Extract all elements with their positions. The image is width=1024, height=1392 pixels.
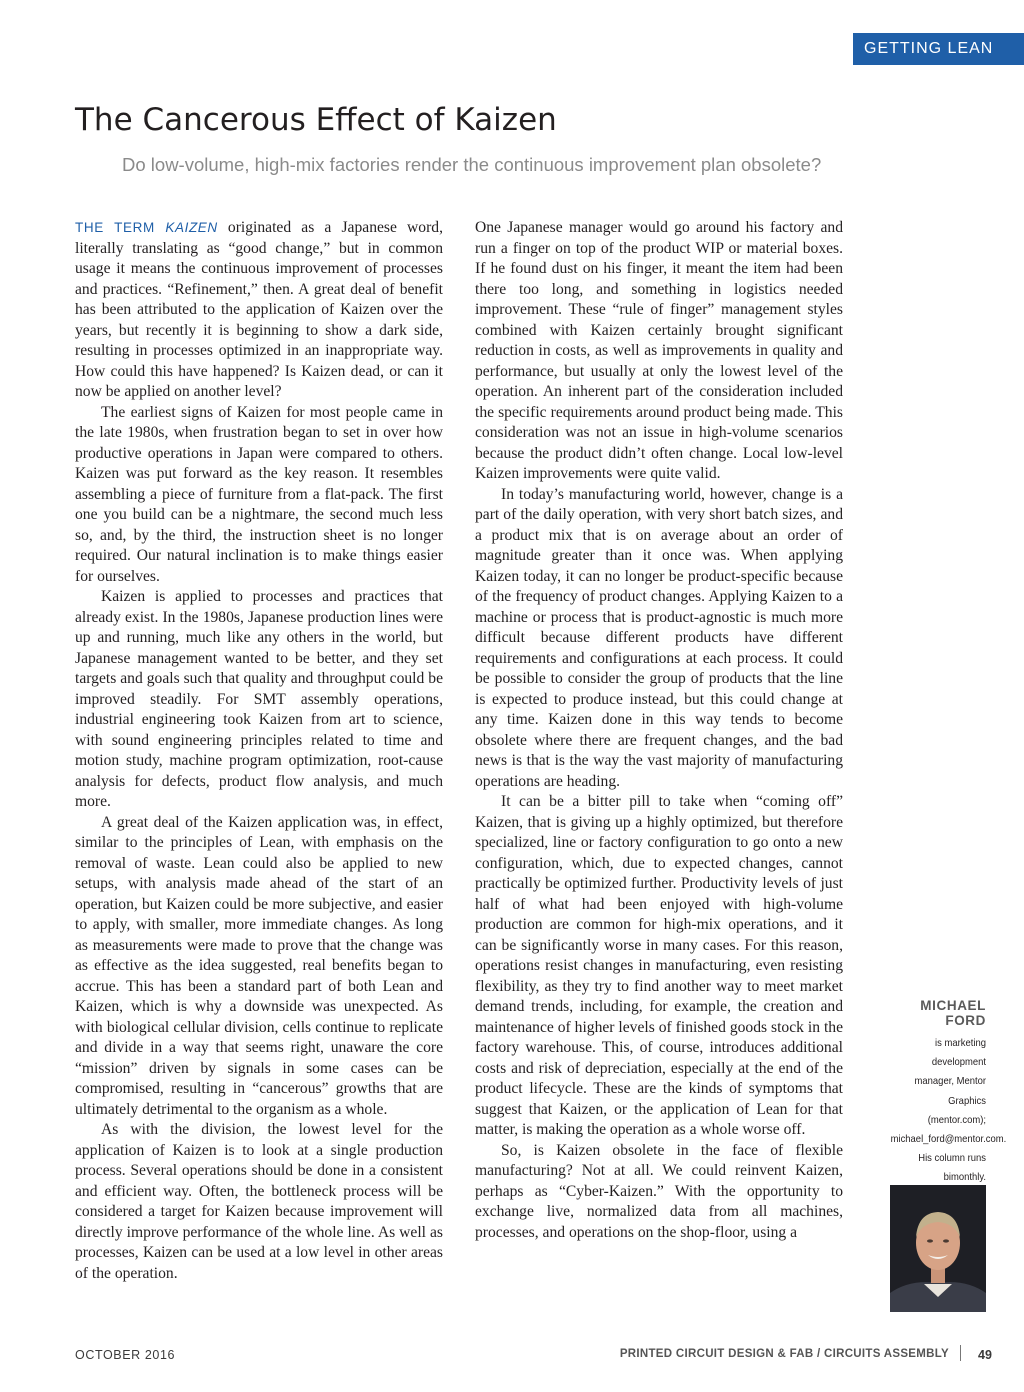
body-paragraph: A great deal of the Kaizen application was, in effect, similar to the principles of Lean, with emphasis on the removal of waste. Lean could also be applied to new setups, with analysis made ahead of the start of an operation, but Kaizen could be more subjective, and easier to apply, with smaller, more immediate changes. As long as measurements were made to prove that the change was as effective as the idea suggested, real benefits began to accrue. This has been a standard part of both Lean and Kaizen, which is why a downside was unexpected. As with biological cellular division, cells continue to replicate and divide in a way that seems right, unaware the core “mission” driven by signals in some cases can be compromised, resulting in “cancerous” growths that are ultimately detrimental to the organism as a whole. (75, 813, 443, 1118)
author-bio: is marketing development manager, Mentor Graphics (mentor.com); michael_ford@mentor.com. His column runs bimonthly. (890, 1037, 1007, 1184)
right-column (475, 218, 843, 1243)
body-paragraph: THE TERM KAIZEN originated as a Japanese word, literally translating as “good change,” but in common usage it means the continuous improvement of processes and practices. “Refinement,” then. A great deal of benefit has been attributed to the application of Kaizen over the years, but recently it is beginning to show a dark side, resulting in processes optimized in an inappropriate way. How could this have happened? Is Kaizen dead, or can it now be applied on another level? (75, 219, 443, 400)
article-title: The Cancerous Effect of Kaizen (75, 102, 557, 138)
author-name: MICHAEL FORD (920, 998, 986, 1028)
body-paragraph: As with the division, the lowest level for the application of Kaizen is to look at a single production process. Several operations should be done in a consistent and efficient way. Often, the bottleneck process will be considered a target for Kaizen because improvement will directly improve performance of the whole line. As well as processes, Kaizen can be used at a low level in other areas of the operation. (75, 1121, 443, 1282)
body-paragraph: It can be a bitter pill to take when “coming off” Kaizen, that is giving up a highly optimized, but therefore specialized, line or factory configuration to go onto a new configuration, which, due to expected changes, cannot practically be optimized further. Productivity levels of just half of what had been enjoyed with high-volume production are common for high-mix operations, and it can be significantly worse in many cases. For this reason, operations resist changes in manufacturing, even resisting flexibility, as they try to find another way to meet market demand trends, including, for example, the creation and maintenance of higher levels of finished goods stock in the factory warehouse. This, of course, introduces additional costs and risk of depreciation, especially at the end of the product lifecycle. These are the kinds of symptoms that suggest that Kaizen, or the application of Lean for that matter, is making the operation as a whole worse off. (475, 793, 843, 1138)
author-portrait-illustration (890, 1185, 986, 1312)
author-photo (890, 1185, 986, 1312)
body-paragraph: The earliest signs of Kaizen for most people came in the late 1980s, when frustration began to set in over how productive operations in Japan were compared to others. Kaizen was put forward as the key reason. It resembles assembling a piece of furniture from a flat-pack. The first one you build can be a nightmare, the second much less so, and, by the third, the instruction sheet is no longer required. Our natural inclination is to make things easier for ourselves. (75, 403, 443, 585)
section-tag: GETTING LEAN (853, 33, 1024, 65)
lead-keyword: KAIZEN (165, 220, 218, 235)
body-paragraph: One Japanese manager would go around his factory and run a finger on top of the product WIP or material boxes. If he found dust on his finger, it meant the item had been there too long, and something in logistics needed improvement. These “rule of finger” management styles combined with Kaizen certainly brought significant reduction in costs, as well as improvements in quality and performance, but usually at only the lowest level of the operation. An inherent part of the consideration included the specific requirements around product being made. This consideration was not an issue in high-volume scenarios because the product didn’t often change. Local low-level Kaizen improvements were quite valid. (475, 219, 843, 482)
footer-date: OCTOBER 2016 (75, 1348, 176, 1362)
lead-in: THE TERM KAIZEN (75, 220, 218, 235)
left-column (75, 218, 443, 1284)
body-paragraph: So, is Kaizen obsolete in the face of flexible manufacturing? Not at all. We could reinvent Kaizen, perhaps as “Cyber-Kaizen.” With the opportunity to exchange live, normalized data from all machines, processes, and operations on the shop-floor, using a (475, 1141, 843, 1241)
body-paragraph: Kaizen is applied to processes and practices that already exist. In the 1980s, Japanese production lines were up and running, much like any others in the world, but Japanese management wanted to be better, and they set targets and goals such that quality and throughput could be improved steadily. For SMT assembly operations, industrial engineering took Kaizen from art to science, with sound engineering principles related to time and motion study, machine program optimization, root-cause analysis for defects, product flow analysis, and much more. (75, 588, 443, 810)
body-paragraph: In today’s manufacturing world, however, change is a part of the daily operation, with very short batch sizes, and a product mix that is on average about an order of magnitude greater than it once was. When applying Kaizen today, it can no longer be product-specific because of the frequency of product changes. Applying Kaizen to a machine or process that is product-agnostic is much more difficult because different products have different requirements and configurations at each process. It could be possible to consider the group of products that the line is expected to produce instead, but this could change at any time. Kaizen done in this way tends to become obsolete where there are frequent changes, and the bad news is that is the way the vast majority of manufacturing operations are heading. (475, 485, 843, 790)
footer-divider (960, 1345, 961, 1361)
page-number: 49 (978, 1348, 992, 1362)
author-bio-block (880, 998, 1007, 1188)
article-subtitle: Do low-volume, high-mix factories render the continuous improvement plan obsolete? (122, 154, 822, 175)
footer-publication: PRINTED CIRCUIT DESIGN & FAB / CIRCUITS ASSEMBLY (619, 1348, 949, 1360)
